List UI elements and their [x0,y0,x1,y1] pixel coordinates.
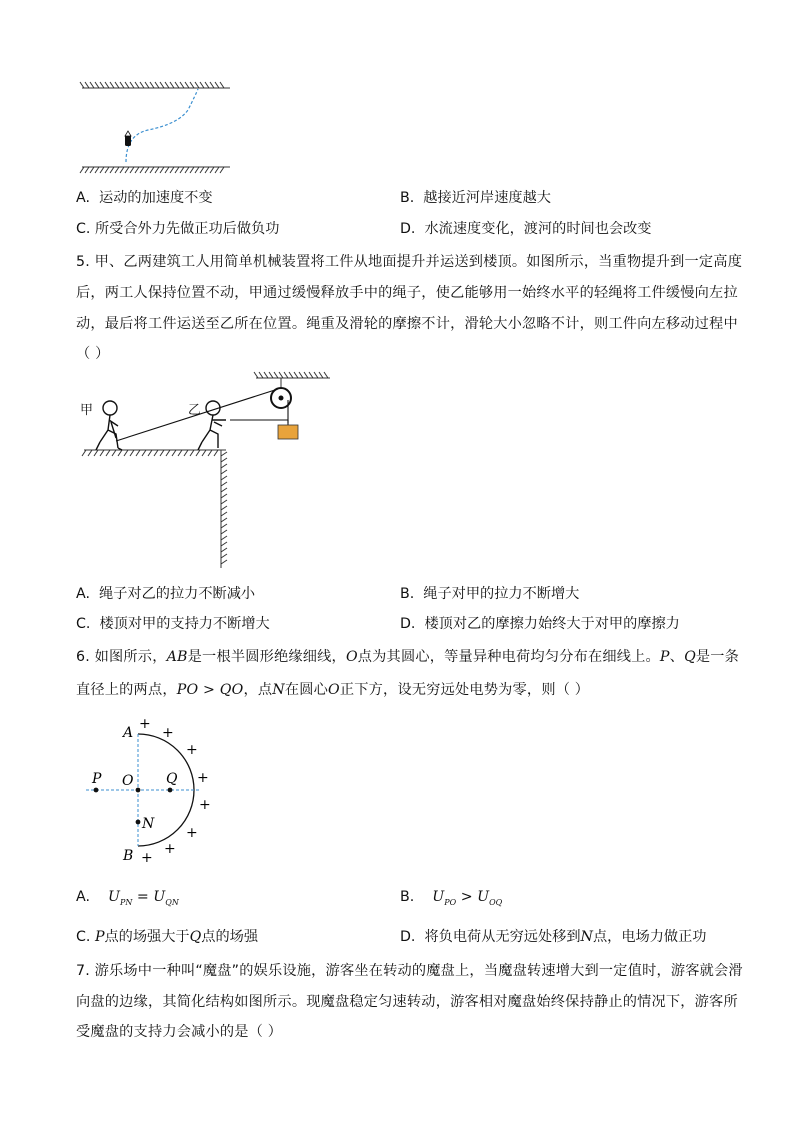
q5-stem-line-4: （ ） [76,346,110,362]
q5-option-b[interactable]: B. 绳子对甲的拉力不断增大 [400,586,580,602]
point-q [168,788,173,793]
svg-text:+: + [139,716,151,732]
q6-stem-line-1: 6. 如图所示，AB是一根半圆形绝缘细线，O点为其圆心，等量异种电荷均匀分布在细线上。P、Q是一条 [76,649,740,665]
q5-option-c[interactable]: C. 楼顶对甲的支持力不断增大 [76,616,270,632]
svg-text:+: + [164,841,176,857]
q4-option-a[interactable]: A. 运动的加速度不变 [76,190,213,206]
workpiece-box [278,425,298,439]
plus-signs [139,716,211,866]
worker-yi-icon [198,401,226,450]
point-o [136,788,141,793]
point-p [94,788,99,793]
q6-option-c[interactable]: C. P点的场强大于Q点的场强 [76,929,259,945]
q7-stem-line-2: 向盘的边缘，其简化结构如图所示。现魔盘稳定匀速转动，游客相对魔盘始终保持静止的情况下，游客所 [76,994,738,1010]
pulley-figure [78,368,348,573]
svg-text:+: + [141,850,153,866]
river-figure [78,80,238,175]
label-yi: 乙 [188,403,202,418]
q5-option-d[interactable]: D. 楼顶对乙的摩擦力始终大于对甲的摩擦力 [400,616,680,632]
q4-option-d[interactable]: D. 水流速度变化，渡河的时间也会改变 [400,221,652,237]
label-a: A [123,725,134,741]
q5-option-a[interactable]: A. 绳子对乙的拉力不断减小 [76,586,256,602]
top-bank [80,82,230,88]
q6-stem-line-2: 直径上的两点，PO > QO，点N在圆心O正下方，设无穷远处电势为零，则（ ） [76,682,590,698]
svg-text:+: + [162,725,174,741]
q5-stem-line-2: 后，两工人保持位置不动，甲通过缓慢释放手中的绳子，使乙能够用一始终水平的轻绳将工件缓慢向左拉 [76,285,738,301]
q6-option-b[interactable]: B. $U_{PO} > U_{OQ}$ [400,889,503,907]
q5-stem-line-3: 动，最后将工件运送至乙所在位置。绳重及滑轮的摩擦不计，滑轮大小忽略不计，则工件向左移动过程中 [76,316,738,332]
svg-text:+: + [197,770,209,786]
label-jia: 甲 [80,403,94,418]
points [94,788,173,825]
q6-option-a[interactable]: A. $U_{PN} = U_{QN}$ [76,889,179,907]
q4-option-b[interactable]: B. 越接近河岸速度越大 [400,190,551,206]
bottom-bank [80,167,230,173]
svg-text:+: + [186,825,198,841]
boat-icon [125,131,131,146]
label-p: P [92,771,102,787]
q4-option-c[interactable]: C. 所受合外力先做正功后做负功 [76,221,280,237]
label-n: N [142,816,155,832]
semicircle-figure [80,712,220,867]
trajectory-curve [126,89,198,162]
svg-text:+: + [186,742,198,758]
ceiling-support [254,372,330,390]
q7-stem-line-3: 受魔盘的支持力会减小的是（ ） [76,1024,283,1040]
q5-stem-line-1: 5. 甲、乙两建筑工人用简单机械装置将工件从地面提升并运送到楼顶。如图所示，当重物提升到一定高度 [76,254,743,270]
svg-text:+: + [199,797,211,813]
label-q: Q [166,771,178,787]
q7-stem-line-1: 7. 游乐场中一种叫“魔盘”的娱乐设施，游客坐在转动的魔盘上，当魔盘转速增大到一定值时，游客就会滑 [76,963,743,979]
roof-ground [82,450,227,568]
label-b: B [123,848,134,864]
q6-option-d[interactable]: D. 将负电荷从无穷远处移到N点，电场力做正功 [400,929,707,945]
worker-jia-icon [96,401,122,450]
label-o: O [122,773,134,789]
point-n [136,820,141,825]
